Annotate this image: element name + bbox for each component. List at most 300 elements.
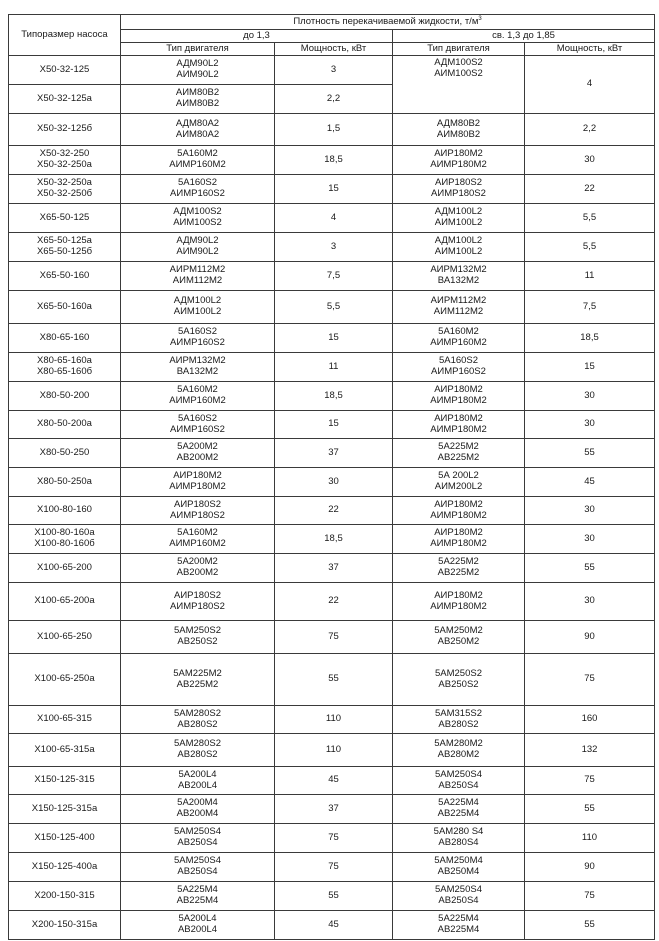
power-high-cell: 75 [525, 654, 655, 706]
pump-size-cell [9, 146, 121, 175]
pump-size-cell [9, 525, 121, 554]
power-high-cell: 30 [525, 146, 655, 175]
motor-type-low-cell-line: 5АМ280S2 [173, 738, 221, 750]
table-row [9, 554, 655, 583]
power-low-cell: 55 [275, 654, 393, 706]
pump-size-cell-line: Х50-32-250 [39, 148, 90, 160]
pump-size-cell-line: Х80-65-160 [39, 331, 90, 343]
motor-type-low-cell-line: АИМР160М2 [169, 395, 226, 406]
motor-type-low-cell [121, 146, 275, 175]
pump-size-cell-line: Х80-65-160а [37, 355, 92, 367]
pump-size-cell [9, 824, 121, 853]
motor-type-low-cell-line: АДМ90L2 [176, 58, 219, 70]
header-range-high: св. 1,3 до 1,85 [393, 30, 655, 43]
motor-type-high-cell [393, 353, 525, 382]
motor-type-low-cell [121, 262, 275, 291]
power-low-cell: 5,5 [275, 291, 393, 324]
motor-type-low-cell-line: 5А200М2 [177, 556, 218, 568]
power-low-cell: 15 [275, 175, 393, 204]
motor-type-high-cell-line: АИМ100L2 [434, 217, 483, 228]
power-low-cell: 15 [275, 411, 393, 439]
motor-type-high-cell-line: АИМР160S2 [431, 366, 486, 377]
motor-type-low-cell-line: АИР180S2 [174, 498, 221, 510]
pump-size-cell [9, 262, 121, 291]
motor-type-low-cell-line: АВ200М2 [176, 567, 219, 578]
pump-size-cell [9, 56, 121, 85]
power-low-cell: 1,5 [275, 114, 393, 146]
motor-type-high-cell [393, 56, 525, 114]
power-low-cell: 75 [275, 621, 393, 654]
table-row [9, 411, 655, 439]
pump-size-cell-line: Х80-50-250 [39, 446, 90, 458]
pump-size-cell-line: Х200-150-315а [31, 918, 98, 930]
pump-size-cell-line: Х100-65-200 [37, 561, 92, 573]
power-high-cell: 75 [525, 882, 655, 911]
motor-type-high-cell-line: ВА132М2 [437, 275, 480, 286]
power-high-cell: 55 [525, 795, 655, 824]
motor-type-high-cell [393, 583, 525, 621]
motor-type-high-cell-line: 5АМ315S2 [434, 707, 482, 719]
motor-type-low-cell-line: ВА132М2 [176, 366, 219, 377]
motor-type-low-cell-line: 5А200L4 [178, 913, 217, 925]
power-low-cell: 55 [275, 882, 393, 911]
power-low-cell: 18,5 [275, 146, 393, 175]
motor-type-low-cell-line: 5АМ250S4 [173, 855, 221, 867]
power-low-cell: 4 [275, 204, 393, 233]
motor-type-low-cell [121, 204, 275, 233]
power-low-cell: 110 [275, 734, 393, 767]
motor-type-high-cell-line: АИМР180М2 [430, 395, 487, 406]
motor-type-low-cell [121, 654, 275, 706]
table-row [9, 706, 655, 734]
pump-size-cell [9, 654, 121, 706]
motor-type-low-cell-line: АВ225М4 [176, 895, 219, 906]
power-low-cell: 75 [275, 853, 393, 882]
motor-type-low-cell-line: АДМ80А2 [175, 117, 220, 129]
motor-type-high-cell-line: АИМ80В2 [436, 128, 481, 140]
motor-type-high-cell-line: АВ250S4 [438, 779, 479, 791]
motor-type-low-cell-line: АИМ90L2 [176, 69, 219, 80]
table-row [9, 583, 655, 621]
motor-type-high-cell-line: АИР180М2 [434, 589, 483, 601]
motor-type-low-cell [121, 525, 275, 554]
motor-type-low-cell-line: АИМ112М2 [172, 275, 223, 286]
motor-type-low-cell-line: АИМР160М2 [169, 538, 226, 549]
motor-type-high-cell-line: АВ225М4 [437, 808, 480, 819]
pump-size-cell-line: Х50-32-250а [37, 177, 92, 189]
table-row [9, 233, 655, 262]
motor-type-low-cell-line: АИМР160S2 [170, 423, 225, 435]
motor-type-low-cell [121, 706, 275, 734]
pump-size-cell-line: Х100-65-315 [37, 713, 92, 725]
pump-size-cell-line: Х65-50-125 [39, 211, 90, 223]
pump-size-cell [9, 497, 121, 525]
pump-size-cell-line: Х150-125-315 [34, 774, 95, 786]
pump-size-cell [9, 706, 121, 734]
motor-type-low-cell [121, 382, 275, 411]
motor-type-low-cell-line: АИМ80В2 [175, 98, 220, 109]
motor-type-low-cell [121, 175, 275, 204]
motor-type-low-cell-line: АИМ90L2 [176, 246, 219, 257]
motor-type-high-cell-line: АИМ200L2 [434, 481, 483, 492]
motor-type-high-cell [393, 497, 525, 525]
motor-type-low-cell-line: 5А225М4 [177, 884, 218, 896]
motor-type-low-cell-line: АИРМ112М2 [169, 264, 226, 276]
motor-type-low-cell-line: АДМ100S2 [173, 206, 222, 218]
motor-type-low-cell-line: АДМ90L2 [176, 235, 219, 247]
power-low-cell: 22 [275, 497, 393, 525]
motor-type-low-cell-line: АИМР160S2 [170, 337, 225, 348]
motor-type-high-cell-line: 5АМ250S4 [434, 884, 482, 896]
motor-type-high-cell-line: АИМР160М2 [430, 337, 487, 348]
table-row [9, 882, 655, 911]
motor-type-high-cell [393, 439, 525, 468]
motor-type-high-cell-line: АДМ100S2 [434, 57, 483, 68]
motor-type-low-cell [121, 291, 275, 324]
power-low-cell: 45 [275, 767, 393, 795]
motor-type-low-cell [121, 324, 275, 353]
pump-size-cell-line: Х80-65-160б [36, 366, 93, 377]
pump-size-cell-line: Х65-50-160а [37, 300, 92, 312]
table-row [9, 56, 655, 85]
pump-size-cell [9, 734, 121, 767]
motor-type-low-cell-line: 5А160S2 [177, 177, 218, 189]
table-row [9, 621, 655, 654]
pump-size-cell [9, 324, 121, 353]
pump-size-cell-line: Х80-50-250а [37, 475, 92, 487]
header-density: Плотность перекачиваемой жидкости, $т/м^3$ [121, 15, 655, 30]
header-motor-type: Тип двигателя [393, 43, 525, 56]
motor-type-high-cell-line: 5АМ250М2 [434, 625, 483, 637]
power-low-cell: 37 [275, 439, 393, 468]
motor-type-high-cell [393, 706, 525, 734]
table-row [9, 795, 655, 824]
motor-type-high-cell-line: 5А160М2 [438, 326, 479, 338]
motor-type-high-cell-line: 5А225М2 [438, 556, 479, 568]
motor-type-high-cell-line: АИР180М2 [434, 384, 483, 396]
motor-type-low-cell-line: АИРМ132М2 [169, 355, 226, 367]
pump-size-cell-line: Х65-50-160 [39, 269, 90, 281]
motor-type-high-cell-line: АВ280М2 [437, 749, 480, 760]
motor-type-low-cell-line: 5А200L4 [178, 768, 217, 780]
table-row [9, 353, 655, 382]
motor-type-low-cell-line: АВ200М4 [176, 808, 219, 819]
motor-type-low-cell-line: 5АМ225М2 [173, 667, 222, 679]
document-page [8, 14, 654, 938]
motor-type-high-cell-line: АВ250М4 [437, 866, 480, 877]
pump-size-cell [9, 583, 121, 621]
motor-type-low-cell [121, 497, 275, 525]
motor-type-high-cell-line: АИМР180М2 [430, 423, 487, 435]
motor-type-high-cell-line: АИМР180М2 [430, 600, 487, 612]
motor-type-high-cell-line: АВ280S2 [438, 718, 479, 730]
motor-type-high-cell [393, 525, 525, 554]
motor-type-low-cell-line: АИМ80В2 [175, 87, 220, 99]
power-high-cell: 55 [525, 554, 655, 583]
motor-type-high-cell-line: АВ225М2 [437, 567, 480, 578]
power-high-cell: 5,5 [525, 233, 655, 262]
motor-type-high-cell-line: 5АМ250S2 [434, 667, 482, 679]
motor-type-high-cell [393, 114, 525, 146]
motor-type-high-cell-line: АИМР180М2 [430, 538, 487, 549]
motor-type-low-cell-line: 5АМ280S2 [173, 707, 221, 719]
motor-type-low-cell-line: АИМР180М2 [169, 481, 226, 492]
motor-type-low-cell [121, 583, 275, 621]
power-low-cell: 30 [275, 468, 393, 497]
table-row [9, 767, 655, 795]
table-row [9, 291, 655, 324]
motor-type-high-cell-line: 5А160S2 [438, 355, 479, 367]
power-low-cell: 3 [275, 56, 393, 85]
power-high-cell: 45 [525, 468, 655, 497]
motor-type-high-cell [393, 175, 525, 204]
table-row [9, 654, 655, 706]
motor-type-high-cell-line: АИМ112М2 [433, 306, 484, 317]
header-pump-size: Типоразмер насоса [9, 15, 121, 56]
motor-type-high-cell [393, 795, 525, 824]
motor-type-low-cell-line: 5А200М4 [177, 797, 218, 809]
pump-size-cell-line: Х50-32-250б [36, 188, 93, 199]
motor-type-high-cell-line: 5А 200L2 [438, 470, 479, 482]
power-high-cell: 30 [525, 525, 655, 554]
motor-type-low-cell-line: АИМР160М2 [169, 159, 226, 170]
power-high-cell: 55 [525, 439, 655, 468]
motor-type-high-cell-line: АИР180М2 [434, 527, 483, 539]
motor-type-low-cell [121, 353, 275, 382]
pump-size-cell [9, 767, 121, 795]
header-power: Мощность, кВт [275, 43, 393, 56]
pump-size-cell-line: Х100-65-200а [34, 595, 95, 607]
motor-type-low-cell [121, 824, 275, 853]
motor-type-low-cell-line: 5АМ250S2 [173, 625, 221, 637]
motor-type-high-cell-line: АИР180М2 [434, 148, 483, 160]
motor-type-high-cell-line: АВ225М2 [437, 452, 480, 463]
motor-type-high-cell-line: АИР180М2 [434, 412, 483, 424]
power-low-cell: 11 [275, 353, 393, 382]
pump-size-cell-line: Х150-125-400 [34, 831, 95, 843]
power-high-cell: 90 [525, 621, 655, 654]
pump-size-cell-line: Х100-65-250а [34, 673, 95, 685]
power-high-cell: 22 [525, 175, 655, 204]
motor-type-low-cell [121, 439, 275, 468]
motor-type-high-cell-line: 5А225М4 [438, 913, 479, 925]
pump-size-cell-line: Х50-32-125б [36, 123, 93, 135]
motor-type-high-cell-line: АИРМ132М2 [430, 264, 487, 276]
pump-size-cell-line: Х100-65-250 [37, 630, 92, 642]
motor-type-low-cell-line: АВ280S2 [177, 718, 218, 730]
motor-type-high-cell [393, 204, 525, 233]
power-high-cell: 55 [525, 911, 655, 940]
table-row [9, 824, 655, 853]
power-low-cell: 7,5 [275, 262, 393, 291]
motor-type-high-cell [393, 468, 525, 497]
power-low-cell: 2,2 [275, 85, 393, 114]
pump-size-cell [9, 439, 121, 468]
table-row [9, 911, 655, 940]
motor-type-high-cell [393, 554, 525, 583]
table-row [9, 853, 655, 882]
pump-size-cell-line: Х100-80-160 [37, 504, 92, 516]
pump-size-cell-line: Х50-32-125 [39, 63, 90, 75]
motor-type-low-cell-line: АИМ100S2 [173, 217, 222, 228]
power-low-cell: 15 [275, 324, 393, 353]
motor-type-high-cell-line: 5АМ280 S4 [433, 826, 484, 838]
motor-type-low-cell [121, 114, 275, 146]
pump-size-cell-line: Х100-80-160б [34, 538, 95, 549]
pump-size-cell-line: Х65-50-125б [36, 246, 93, 257]
power-high-cell: 7,5 [525, 291, 655, 324]
motor-type-low-cell-line: АИМР180S2 [170, 509, 225, 521]
pump-size-cell [9, 85, 121, 114]
motor-type-high-cell-line: АИМ100L2 [434, 246, 483, 257]
motor-type-low-cell-line: 5АМ250S4 [173, 826, 221, 838]
power-high-cell: 75 [525, 767, 655, 795]
motor-type-low-cell [121, 911, 275, 940]
power-low-cell: 22 [275, 583, 393, 621]
motor-type-low-cell [121, 734, 275, 767]
motor-type-high-cell-line: АИМР180М2 [430, 159, 487, 170]
motor-type-high-cell-line: 5А225М4 [438, 797, 479, 809]
power-low-cell: 18,5 [275, 382, 393, 411]
motor-type-high-cell [393, 262, 525, 291]
motor-type-low-cell-line: 5А160М2 [177, 384, 218, 396]
pump-size-cell [9, 175, 121, 204]
motor-type-high-cell-line: АИМР180М2 [430, 509, 487, 521]
pump-size-cell [9, 554, 121, 583]
table-row [9, 525, 655, 554]
power-low-cell: 110 [275, 706, 393, 734]
motor-type-high-cell-line: АДМ100L2 [434, 206, 483, 218]
power-high-cell: 11 [525, 262, 655, 291]
motor-type-high-cell-line: АИМР180S2 [431, 188, 486, 199]
motor-type-high-cell-line: 5АМ250М4 [434, 855, 483, 867]
table-row [9, 204, 655, 233]
motor-type-high-cell [393, 382, 525, 411]
power-low-cell: 45 [275, 911, 393, 940]
motor-type-high-cell [393, 146, 525, 175]
pump-motor-table [8, 14, 655, 940]
motor-type-high-cell [393, 824, 525, 853]
power-low-cell: 3 [275, 233, 393, 262]
power-high-cell: 18,5 [525, 324, 655, 353]
motor-type-low-cell-line: АВ225М2 [176, 678, 219, 690]
pump-size-cell-line: Х150-125-400а [31, 860, 98, 872]
pump-size-cell-line: Х80-50-200 [39, 389, 90, 401]
motor-type-high-cell [393, 411, 525, 439]
motor-type-high-cell [393, 233, 525, 262]
motor-type-low-cell-line: 5А160М2 [177, 148, 218, 160]
power-low-cell: 37 [275, 795, 393, 824]
motor-type-low-cell-line: АИМ100L2 [173, 306, 222, 317]
motor-type-low-cell-line: АВ250S4 [177, 837, 218, 848]
power-low-cell: 18,5 [275, 525, 393, 554]
motor-type-high-cell [393, 324, 525, 353]
motor-type-low-cell-line: 5А160М2 [177, 527, 218, 539]
motor-type-low-cell-line: АИР180М2 [173, 470, 222, 482]
power-high-cell: 4 [525, 56, 655, 114]
table-row [9, 324, 655, 353]
table-row [9, 114, 655, 146]
motor-type-low-cell-line: АВ200L4 [177, 924, 218, 935]
motor-type-low-cell [121, 85, 275, 114]
motor-type-high-cell-line: АИР180S2 [435, 177, 482, 189]
motor-type-high-cell-line: 5АМ280М2 [434, 738, 483, 750]
power-low-cell: 37 [275, 554, 393, 583]
motor-type-high-cell-line: АДМ80В2 [436, 117, 481, 129]
pump-size-cell [9, 114, 121, 146]
motor-type-high-cell-line: АВ250М2 [437, 636, 480, 647]
motor-type-low-cell-line: 5А160S2 [177, 412, 218, 424]
motor-type-low-cell [121, 795, 275, 824]
motor-type-low-cell [121, 468, 275, 497]
motor-type-high-cell [393, 654, 525, 706]
motor-type-low-cell [121, 853, 275, 882]
motor-type-low-cell-line: 5А160S2 [177, 326, 218, 338]
pump-size-cell [9, 853, 121, 882]
pump-size-cell [9, 882, 121, 911]
pump-size-cell [9, 411, 121, 439]
power-high-cell: 30 [525, 382, 655, 411]
power-high-cell: 132 [525, 734, 655, 767]
motor-type-high-cell-line: АВ280S4 [438, 837, 479, 848]
pump-size-cell-line: Х50-32-125а [37, 92, 92, 104]
pump-size-cell-line: Х200-150-315 [34, 889, 95, 901]
motor-type-low-cell [121, 767, 275, 795]
motor-type-low-cell-line: АВ250S4 [177, 866, 218, 877]
motor-type-low-cell-line: АВ250S2 [177, 636, 218, 647]
pump-size-cell-line: Х100-65-315а [34, 743, 95, 755]
power-high-cell: 5,5 [525, 204, 655, 233]
table-row [9, 382, 655, 411]
power-high-cell: 160 [525, 706, 655, 734]
pump-size-cell-line: Х65-50-125а [37, 235, 92, 247]
motor-type-low-cell-line: 5А200М2 [177, 441, 218, 453]
motor-type-low-cell-line: АИМР160S2 [170, 188, 225, 199]
pump-size-cell [9, 204, 121, 233]
pump-size-cell [9, 353, 121, 382]
motor-type-low-cell-line: АВ280S2 [177, 749, 218, 760]
motor-type-high-cell [393, 734, 525, 767]
power-low-cell: 75 [275, 824, 393, 853]
pump-size-cell-line: Х150-125-315а [31, 802, 98, 814]
power-high-cell: 30 [525, 583, 655, 621]
motor-type-low-cell [121, 554, 275, 583]
motor-type-low-cell-line: АВ200М2 [176, 452, 219, 463]
table-row [9, 439, 655, 468]
motor-type-high-cell-line: АИРМ112М2 [430, 295, 487, 307]
table-row [9, 734, 655, 767]
power-high-cell: 110 [525, 824, 655, 853]
header-motor-type: Тип двигателя [121, 43, 275, 56]
power-high-cell: 15 [525, 353, 655, 382]
motor-type-high-cell-line: АВ250S2 [438, 678, 479, 690]
header-power: Мощность, кВт [525, 43, 655, 56]
table-row [9, 468, 655, 497]
pump-size-cell [9, 621, 121, 654]
power-high-cell: 2,2 [525, 114, 655, 146]
pump-size-cell-line: Х80-50-200а [37, 418, 92, 430]
motor-type-high-cell-line: АВ250S4 [438, 895, 479, 906]
pump-size-cell [9, 911, 121, 940]
motor-type-high-cell-line: 5АМ250S4 [434, 768, 482, 780]
power-high-cell: 30 [525, 497, 655, 525]
motor-type-high-cell [393, 767, 525, 795]
motor-type-high-cell-line: АИР180М2 [434, 498, 483, 510]
table-row [9, 262, 655, 291]
pump-size-cell-line: Х100-80-160а [34, 527, 95, 539]
pump-size-cell [9, 795, 121, 824]
motor-type-high-cell [393, 882, 525, 911]
